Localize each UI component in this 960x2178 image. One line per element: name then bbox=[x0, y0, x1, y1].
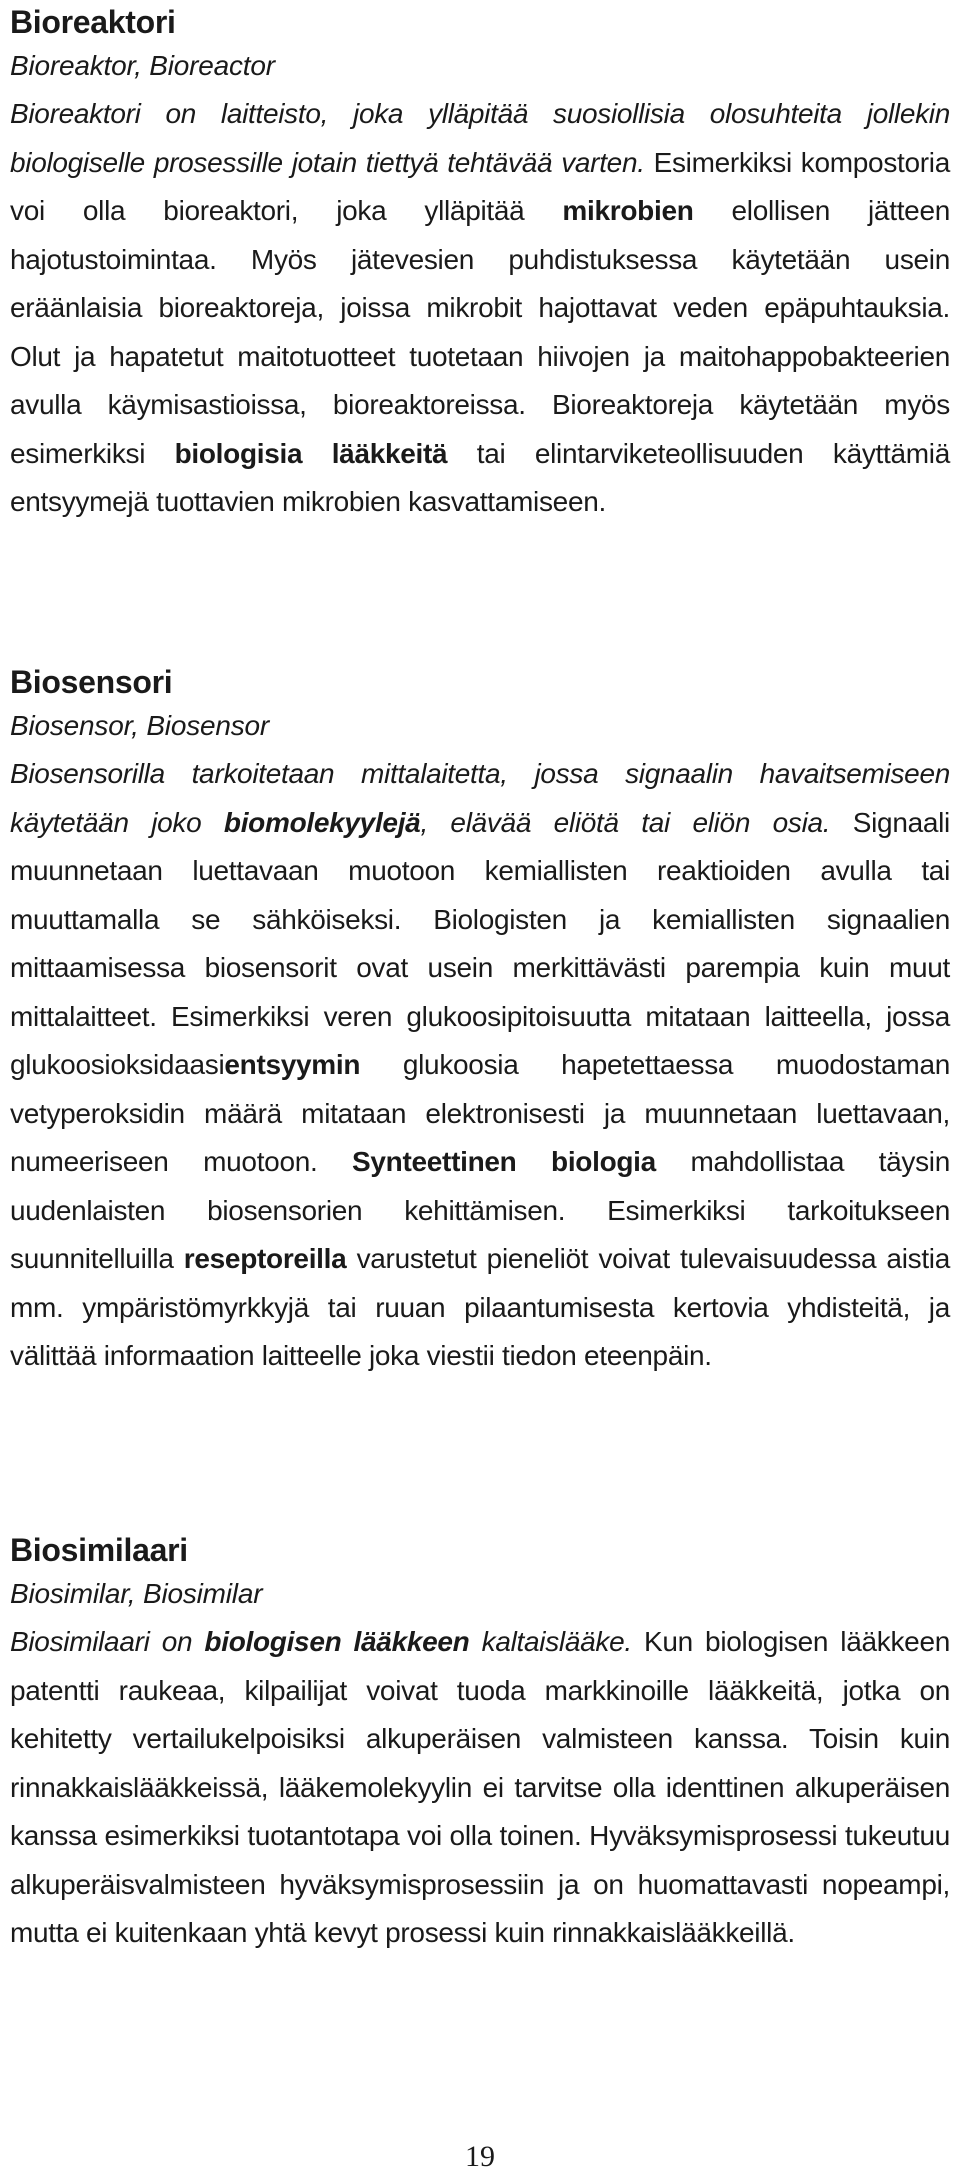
definition-italic: Biosensorilla tarkoitetaan mittalaitetta, jossa signaalin havaitsemiseen käytetään joko bbox=[10, 758, 950, 838]
definition-text: Signaali muunnetaan luettavaan muotoon kemiallisten reaktioiden avulla tai muuttamalla se sähköiseksi. Biologisten ja kemiallisten signaalien mittaamisessa biosensorit ovat usein merkittävästi parempia kuin muut mittalaitteet. Esimerkiksi veren glukoosipitoisuutta mitataan laitteella, jossa glukoosioksidaasi bbox=[10, 806, 950, 1080]
term-translations: Bioreaktor, Bioreactor bbox=[10, 50, 275, 81]
term-definition bbox=[10, 90, 950, 527]
term-definition bbox=[10, 1618, 950, 1958]
definition-italic: , elävää eliötä tai eliön osia. bbox=[420, 806, 831, 838]
term-definition bbox=[10, 750, 950, 1381]
definition-italic: Bioreaktori on laitteisto, joka ylläpitää suosiollisia olosuhteita jollekin biologiselle prosessille jotain tiettyä tehtävää varten. bbox=[10, 98, 950, 178]
crossref-mikrobien: mikrobien bbox=[562, 195, 694, 226]
term-translations: Biosimilar, Biosimilar bbox=[10, 1578, 263, 1609]
term-heading: Biosensori bbox=[10, 664, 173, 700]
definition-text: varustetut pieneliöt voivat tulevaisuudessa aistia mm. ympäristömyrkkyjä tai ruuan pilaantumisesta kertovia yhdisteitä, ja välittää informaation laitteelle joka viestii tiedon eteenpäin. bbox=[10, 1243, 950, 1371]
entry-biosensori bbox=[10, 662, 950, 1381]
crossref-biomolekyyleja: biomolekyylejä bbox=[223, 806, 421, 838]
definition-text: Esimerkiksi kompostoria voi olla bioreaktori, joka ylläpitää bbox=[10, 146, 950, 226]
term-heading: Bioreaktori bbox=[10, 4, 176, 40]
crossref-biologisia-laakkeita: biologisia lääkkeitä bbox=[174, 437, 448, 469]
term-heading: Biosimilaari bbox=[10, 1532, 188, 1568]
definition-italic: kaltaislääke. bbox=[469, 1626, 632, 1657]
definition-text: Kun biologisen lääkkeen patentti raukeaa, kilpailijat voivat tuoda markkinoille lääkkeitä, jotka on kehitetty vertailukelpoisiksi alkuperäisen valmisteen kanssa. Toisin kuin rinnakkaislääkkeissä, lääkemolekyylin ei tarvitse olla identtinen alkuperäisen kanssa esimerkiksi tuotantotapa voi olla toinen. Hyväksymisprosessi tukeutuu alkuperäisvalmisteen hyväksymisprosessiin ja on huomattavasti nopeampi, mutta ei kuitenkaan yhtä kevyt prosessi kuin rinnakkaislääkkeillä. bbox=[10, 1626, 950, 1948]
term-translations: Biosensor, Biosensor bbox=[10, 710, 270, 741]
definition-text: tai elintarviketeollisuuden käyttämiä entsyymejä tuottavien mikrobien kasvattamiseen. bbox=[10, 437, 950, 517]
definition-text: mahdollistaa täysin uudenlaisten biosensorien kehittämisen. Esimerkiksi tarkoitukseen suunnitelluilla bbox=[10, 1146, 950, 1274]
entry-biosimilaari bbox=[10, 1530, 950, 1958]
crossref-reseptoreilla: reseptoreilla bbox=[183, 1243, 347, 1274]
entry-bioreaktori bbox=[10, 2, 950, 527]
definition-italic: Biosimilaari on bbox=[10, 1626, 205, 1657]
crossref-biologisen-laakkeen: biologisen lääkkeen bbox=[204, 1626, 470, 1657]
crossref-entsyymin: entsyymin bbox=[224, 1049, 361, 1080]
definition-text: elollisen jätteen hajotustoimintaa. Myös jätevesien puhdistuksessa käytetään usein eräänlaisia bioreaktoreja, joissa mikrobit hajottavat veden epäpuhtauksia. Olut ja hapatetut maitotuotteet tuotetaan hiivojen ja maitohappobakteerien avulla käymisastioissa, bioreaktoreissa. Bioreaktoreja käytetään myös esimerkiksi bbox=[10, 195, 950, 469]
page-number: 19 bbox=[465, 2140, 495, 2173]
crossref-synteettinen-biologia: Synteettinen biologia bbox=[352, 1146, 656, 1177]
definition-text: glukoosia hapetettaessa muodostaman vetyperoksidin määrä mitataan elektronisesti ja muunnetaan luettavaan, numeeriseen muotoon. bbox=[10, 1049, 950, 1177]
